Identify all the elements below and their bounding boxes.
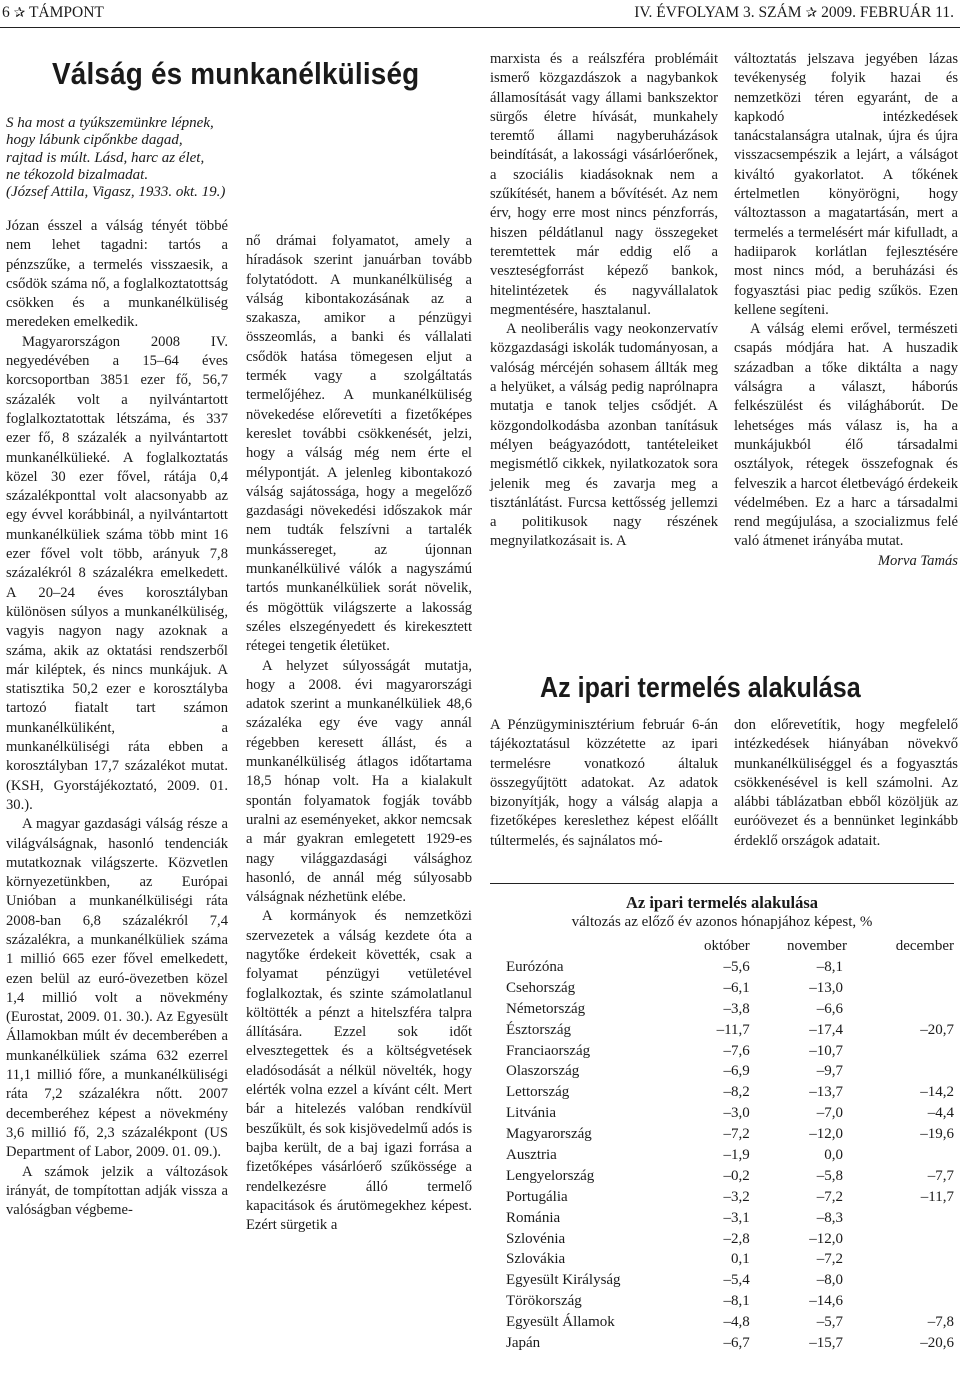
november-value: –5,7 [816, 1314, 843, 1331]
paragraph: A helyzet súlyosságát mutatja, hogy a 2008. évi magyarországi adatok szerint a munkanélküliek 48,6 százaléka egy éve vagy annál régebben keresett állást, és a munkanélküliség átlagos időtartama 18,5 hónap volt. Ha a kialakult spontán folyamatok fogják tovább uralni az eseményeket, akkor nemcsak a már gyakran emlegetett 1929-es nagy világgazdasági válsághoz hasonló, de annál még súlyosabb válságnak nézhetünk elébe. [246, 657, 472, 906]
country-cell: Eurózóna [506, 958, 564, 975]
table-top-rule [490, 883, 954, 884]
column-header-october: október [703, 937, 750, 954]
article-column-5 [490, 716, 718, 851]
country-cell: Egyesült Államok [506, 1314, 615, 1331]
epigraph-line: S ha most a tyúkszemünkre lépnek, [6, 115, 214, 131]
november-value: –15,7 [809, 1334, 843, 1351]
author-signature: Morva Tamás [877, 552, 958, 569]
country-cell: Szlovákia [506, 1251, 566, 1268]
november-value: –12,0 [809, 1126, 843, 1143]
november-value: –8,0 [816, 1272, 843, 1289]
column-header-december: december [895, 937, 954, 954]
paragraph: nő drámai folyamatot, amely a híradások szerint januárban tovább folytatódott. A munkanélküliség a válság kibontakozásának az a szakasza, amikor a pénzügyi összeomlás, a banki és vállalati csődök hatása tömegesen eljut a termék vagy a szolgáltatás termelőjéhez. A munkanélküliség növekedése előrevetíti a fizetőképes kereslet további csökkenését, jelzi, hogy a válság még nem érte el mélypontját. A jelenleg kibontakozó válság sajátossága, hogy a megelőző gazdasági növekedési időszakok már nem tudták felszívni a tartalék munkássereget, az újonnan munkanélkülivé válók a nagyszámú tartós munkanélküliek sorát növelik, és mögöttük világszerte a lakosság széles elszegényedett és kirekesztett rétegei tengetik életüket. [246, 233, 472, 655]
october-value: 0,1 [731, 1251, 750, 1268]
table-row [506, 1208, 954, 1229]
country-cell: Magyarország [506, 1126, 592, 1143]
december-value [847, 1041, 954, 1062]
december-value: –20,6 [920, 1334, 954, 1351]
paragraph: A kormányok és nemzetközi szervezetek a válság kezdete óta a nagytőke érdekeit követték, csak a folyamat pénzügyi vetületével foglalkoztak, és szinte számolatlanul költötték a pénzt a hitelszféra talpra állítására. Ezzel sok időt elvesztegettek és a költségvetések eladósodását a nélkül növelték, hogy elérték volna ezzel a kívánt célt. Mert bár a hitelezés valóban rendkívül beszűkült, és sok kisjövedelmű adós is bajba került, de a baj igazi forrása a fizetőképes vásárlóerő szűkössége a rendelkezésre álló termelő kapacitások és árutömegekhez képest. Ezért sürgetik a [246, 908, 472, 1234]
november-value: –7,0 [816, 1105, 843, 1122]
october-value: –6,9 [723, 1063, 750, 1080]
october-value: –8,1 [723, 1293, 750, 1310]
december-value [847, 978, 954, 999]
article-column-1 [6, 217, 228, 1220]
table-subtitle: változás az előző év azonos hónapjához képest, % [571, 914, 873, 930]
october-value: –7,2 [723, 1126, 750, 1143]
paragraph: változtatás jelszava jegyében lázas tevékenység folyik hazai és nemzetközi téren egyaránt, de a kapkodó intézkedések tanácstalanságra utalnak, újra és újra visszacsempészik a lejárt, a válságot kiváltó gyakorlatot. A tőkének értelmetlen könyörögni, hogy változtasson a magatartásán, mert a termelés a termelésért már kifulladt, a hadiiparok korlátlan fejlesztésére most nincs mód, a beruházási és fogyasztási piac pedig szűkös. Ezen kellene segíteni. [734, 51, 958, 318]
paragraph: A számok jelzik a változások irányát, de tompítottan adják vissza a valóságban végbeme- [6, 1163, 228, 1219]
november-value: –12,0 [809, 1230, 843, 1247]
country-cell: Portugália [506, 1188, 568, 1205]
table-row [506, 1187, 954, 1208]
page-number: 6 [2, 4, 10, 21]
epigraph-line: rajtad is múlt. Lásd, harc az élet, [6, 149, 205, 166]
country-cell: Japán [506, 1334, 541, 1351]
december-value: –4,4 [927, 1105, 954, 1122]
october-value: –11,7 [716, 1021, 750, 1038]
table-row [506, 999, 954, 1020]
country-cell: Románia [506, 1209, 561, 1226]
table-row [506, 1270, 954, 1291]
table-row [506, 1333, 954, 1354]
epigraph-line: (József Attila, Vigasz, 1933. okt. 19.) [6, 184, 226, 201]
december-value [847, 1208, 954, 1229]
november-value: –17,4 [809, 1021, 843, 1038]
paragraph: A válság elemi erővel, természeti csapás módjára hat. A huszadik században a tőke diktálta a nagy válságra a választ, háborús felkészülést és világháborút. De lehetséges más válasz is, ha a munkájukból élő társadalmi osztályok, rétegek összefognak és felveszik a harcot életbevágó érdekeik védelmében. Ez a harc a társadalmi rend megújulása, a szocializmus felé való átmenet irányába mutat. [734, 321, 958, 550]
december-value: –11,7 [920, 1188, 954, 1205]
country-cell: Olaszország [506, 1063, 580, 1080]
article-column-3 [490, 50, 718, 552]
table-row [506, 1041, 954, 1062]
october-value: –3,1 [723, 1209, 750, 1226]
article-column-6 [734, 716, 958, 851]
star-icon: ✰ [805, 6, 818, 21]
article-column-4 [734, 50, 958, 571]
table-header-empty [506, 935, 658, 957]
data-table-box [490, 883, 954, 1379]
article-title: Válság és munkanélküliség [52, 56, 420, 91]
star-icon: ✰ [13, 6, 26, 21]
page-header [0, 0, 960, 30]
november-value: –13,7 [809, 1084, 843, 1101]
december-value [847, 1291, 954, 1312]
november-value: –8,3 [816, 1209, 843, 1226]
country-cell: Lettország [506, 1084, 570, 1101]
table-row [506, 1082, 954, 1103]
country-cell: Észtország [506, 1021, 571, 1038]
december-value [847, 999, 954, 1020]
table-row [506, 978, 954, 999]
october-value: –6,1 [723, 979, 750, 996]
table-header-row [506, 935, 954, 957]
paragraph: A Pénzügyminisztérium február 6-án tájékoztatásul közzétette az ipari termelésre vonatkozó általuk összegyűjtött adatokat. Az adatok bizonyítják, hogy a válság alapja a fizetőképes kereslethez képest előállt túltermelés, és sajnálatos mó- [490, 717, 718, 849]
october-value: –5,4 [723, 1272, 750, 1289]
paragraph: Józan ésszel a válság tényét többé nem lehet tagadni: tartós a pénzszűke, a termelés visszaesik, a csődök száma nő, a foglalkoztatottság csökken és a munkanélküliség meredeken emelkedik. [6, 218, 228, 331]
epigraph-line: hogy lábunk cipőnkbe dagad, [6, 132, 183, 149]
december-value [847, 1229, 954, 1250]
november-value: –14,6 [809, 1293, 843, 1310]
paragraph: A neoliberális vagy neokonzervatív közgazdasági iskolák tudományosan, a valóság mércéjén sohasem állták meg a helyüket, a válság pedig naprólnapra mutatja e tanok teljes csődjét. A közgondolkodásba azonban tanításuk mélyen beágyazódott, tantételeiket megismétlő cikkek, nyilatkozatok sora jelenik meg és zavarja meg a tisztánlátást. Furcsa kettősség jellemzi a politikusok nagy részének megnyilatkozásait is. A [490, 321, 718, 550]
october-value: –8,2 [723, 1084, 750, 1101]
december-value: –14,2 [920, 1084, 954, 1101]
december-value: –7,8 [927, 1314, 954, 1331]
december-value [847, 1061, 954, 1082]
article-title: Az ipari termelés alakulása [540, 672, 861, 704]
header-rule [0, 27, 960, 28]
december-value: –7,7 [927, 1167, 954, 1184]
table-row [506, 1312, 954, 1333]
article-column-2 [246, 232, 472, 1235]
november-value: –7,2 [816, 1251, 843, 1268]
october-value: –7,6 [723, 1042, 750, 1059]
table-row [506, 1229, 954, 1250]
country-cell: Csehország [506, 979, 576, 996]
table-row [506, 1291, 954, 1312]
table-row [506, 1124, 954, 1145]
november-value: –9,7 [816, 1063, 843, 1080]
country-cell: Franciaország [506, 1042, 591, 1059]
table-row [506, 1145, 954, 1166]
december-value [847, 1249, 954, 1270]
december-value: –19,6 [920, 1126, 954, 1143]
november-value: –7,2 [816, 1188, 843, 1205]
header-right [634, 4, 954, 22]
table-row [506, 1061, 954, 1082]
paragraph: don előrevetítik, hogy megfelelő intézkedések hiányában növekvő munkanélküliséggel és a fogyasztás csökkenésével is kell számolni. Az alábbi táblázatban ebből közöljük az euróövezet és a bennünket leginkább érdeklő országok adatait. [734, 717, 958, 849]
october-value: –0,2 [723, 1167, 750, 1184]
issue-info: IV. ÉVFOLYAM 3. SZÁM [634, 4, 802, 21]
column-header-november: november [786, 937, 847, 954]
october-value: –6,7 [723, 1334, 750, 1351]
table-row [506, 1020, 954, 1041]
country-cell: Lengyelország [506, 1167, 595, 1184]
header-left [2, 4, 104, 22]
november-value: –5,8 [816, 1167, 843, 1184]
october-value: –3,8 [723, 1000, 750, 1017]
paragraph: marxista és a reálszféra problémáit ismerő közgazdászok a nagybankok államosítását vagy állami bankszektor sürgős életre hívását, munkahely teremtő állami nagyberuházások beindítását, a lakossági vásárlóerőnek, a szociális kiadásoknak nem a szűkítését, hanem a bővítését. Az nem érv, hogy erre most nincs pénzforrás, hiszen példátlanul nagy összegeket teremtettek már eddig elő a veszteségforrást képező bankok, hitelintézetek és nagyvállalatok megmentésére, hasztalanul. [490, 51, 718, 318]
country-cell: Ausztria [506, 1146, 557, 1163]
table-row [506, 1249, 954, 1270]
december-value [847, 957, 954, 978]
december-value [847, 1145, 954, 1166]
paragraph: A magyar gazdasági válság része a világválságnak, hasonló tendenciák mutatkoznak világszerte. Közvetlen környezetünkben, az Európai Unióban a munkanélküliségi ráta 2008-ban 6,8 százalékról 7,4 százalékra, a munkanélküliek száma 1 millió 665 ezer fővel emelkedett, ezen belül az euró-övezetben közel 1,4 millió volt a növekmény (Eurostat, 2009. 01. 30.). Az Egyesült Államokban múlt év decemberében a munkanélküliek száma 632 ezerrel 11,1 millió főre, a munkanélküliségi ráta 7,2 százalékra nőtt. 2007 decemberéhez képest a növekmény 3,6 millió fő, 2,3 százalékpont (US Department of Labor, 2009. 01. 09.). [6, 816, 228, 1161]
table-title: Az ipari termelés alakulása [625, 893, 818, 912]
paragraph: Magyarországon 2008 IV. negyedévében a 15–64 éves korcsoportban 3851 ezer fő, 56,7 százalék volt a nyilvántartott foglalkoztatottak létszáma, és 337 ezer fő, 8 százalék a nyilvántartott munkanélkülieké. A foglalkoztatás közel 30 ezer fővel, rátája 0,4 százalékponttal volt alacsonyabb az egy évvel korábbinál, a nyilvántartott munkanélküliek száma több mint 16 ezer fővel volt több, arányuk 7,8 százalékról 8 százalékra emelkedett. A 20–24 éves korosztályban különösen súlyos a munkanélküliség, vagyis nagyon nagy azoknak a száma, akik az oktatási rendszerből már kiléptek, és nincs munkájuk. A statisztika 50,2 ezer e korosztályba tartozó fiatalt tart számon munkanélküliként, a munkanélküliségi ráta ebben a korosztályban 17,7 százalékot mutat. (KSH, Gyorstájékoztató, 2009. 01. 30.). [6, 333, 228, 813]
november-value: –10,7 [809, 1042, 843, 1059]
country-cell: Szlovénia [506, 1230, 566, 1247]
table-row [506, 957, 954, 978]
november-value: –13,0 [809, 979, 843, 996]
october-value: –2,8 [723, 1230, 750, 1247]
country-cell: Németország [506, 1000, 586, 1017]
country-cell: Egyesült Királyság [506, 1272, 621, 1289]
country-cell: Törökország [506, 1293, 582, 1310]
epigraph [6, 115, 336, 201]
december-value [847, 1270, 954, 1291]
table-row [506, 1103, 954, 1124]
november-value: –6,6 [816, 1000, 843, 1017]
epigraph-line: ne tékozold bizalmadat. [6, 166, 149, 183]
table-body [506, 957, 954, 1354]
october-value: –3,0 [723, 1105, 750, 1122]
country-cell: Litvánia [506, 1105, 556, 1122]
october-value: –1,9 [723, 1146, 750, 1163]
october-value: –5,6 [723, 958, 750, 975]
november-value: –8,1 [816, 958, 843, 975]
december-value: –20,7 [920, 1021, 954, 1038]
issue-date: 2009. FEBRUÁR 11. [821, 4, 954, 21]
table-row [506, 1166, 954, 1187]
october-value: –4,8 [723, 1314, 750, 1331]
october-value: –3,2 [723, 1188, 750, 1205]
november-value: 0,0 [824, 1146, 843, 1163]
publication-name: TÁMPONT [28, 4, 104, 21]
industrial-production-table [506, 935, 954, 1354]
